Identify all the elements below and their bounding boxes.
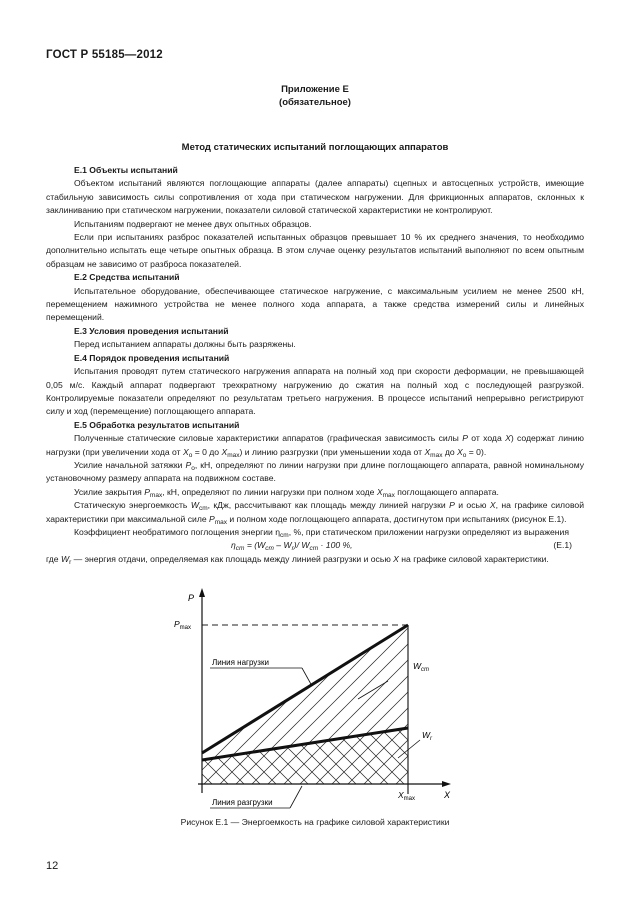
x-axis-arrow (442, 781, 451, 787)
e1-paragraph-3: Если при испытаниях разброс показателей испытанных образцов превышает 10 % их среднего значения, то необходимо дополнительно испытать еще четыре опытных образца. В этом случае оценку результатов испытаний выполняют по всем опытным образцам не зависимо от разброса показателей. (46, 232, 584, 269)
document-header: ГОСТ Р 55185—2012 (46, 49, 163, 61)
e4-paragraph-1: Испытания проводят путем статического нагружения аппарата на полный ход при скорости деформации, не превышающей 0,05 м/с. Каждый аппарат подвергают трехкратному нагружению до сжатия на полный ход с последующей разгрузкой. Контролируемые показатели определяют по результатам третьего нагружения. В процессе испытаний непрерывно регистрируют силу и ход (перемещение) поглощающего аппарата. (46, 366, 584, 417)
wr-label: $W_r$ (422, 730, 433, 742)
load-leader (302, 668, 312, 686)
unload-line-label: Линия разгрузки (212, 798, 273, 807)
e1-heading: Е.1 Объекты испытаний (74, 165, 178, 175)
x-axis-label: X (444, 790, 451, 800)
e5-heading: Е.5 Обработка результатов испытаний (74, 419, 240, 430)
formula-expression: $\eta_{cm} = (W_{cm} - W_r)/$ $W_{cm} \cdot 100$ %, (231, 540, 353, 553)
appendix-status: (обязательное) (279, 97, 351, 108)
unload-leader (290, 786, 302, 808)
figure-caption: Рисунок Е.1 — Энергоемкость на графике силовой характеристики (180, 817, 450, 827)
body-text (46, 164, 584, 567)
e2-heading: Е.2 Средства испытаний (74, 272, 180, 283)
xmax-label: $X_{max}$ (398, 790, 416, 802)
pmax-label: $P_{max}$ (174, 619, 192, 631)
page-number: 12 (46, 860, 59, 872)
wcm-label: $W_{cm}$ (413, 661, 430, 673)
e3-paragraph-1: Перед испытанием аппараты должны быть разряжены. (74, 339, 296, 350)
e5-paragraph-2: Усилие начальной затяжки $P_о$, кН, определяют по линии нагрузки при длине поглощающего аппарата, равной номинальному установочному размеру аппарата на подвижном составе. (46, 459, 584, 484)
e3-heading: Е.3 Условия проведения испытаний (74, 325, 229, 336)
e5-paragraph-4: Статическую энергоемкость $W_{cm}$, кДж, рассчитывают как площадь между линией нагрузки P и осью X, на графике силовой характеристики при максимальной силе $P_{max}$ и полном ходе поглощающего аппарата, достигнутом при испытаниях (рисунок Е.1). (46, 500, 584, 526)
e5-paragraph-3: Усилие закрытия $P_{max}$, кН, определяют по линии нагрузки при полном ходе $X_{max}$ поглощающего аппарата. (74, 486, 499, 499)
load-line-label: Линия нагрузки (212, 658, 269, 667)
e5-paragraph-1: Полученные статические силовые характеристики аппаратов (графическая зависимость силы P от хода X) содержат линию нагрузки (при увеличении хода от $X_о = 0$ до $X_{max}$) и линию разгрузки (при уменьшении хода от $X_{max}$ до $X_о = 0$). (46, 433, 584, 459)
section-title: Метод статических испытаний поглощающих аппаратов (181, 142, 449, 153)
e5-paragraph-5: Коэффициент необратимого поглощения энергии $\eta_{cm}$, %, при статическом приложении нагрузки определяют из выражения (74, 526, 569, 539)
e4-heading: Е.4 Порядок проведения испытаний (74, 352, 230, 363)
p-axis-arrow (199, 588, 205, 597)
energy-diagram (160, 588, 460, 810)
p-axis-label: P (188, 593, 195, 603)
formula-e1 (46, 539, 584, 553)
e1-paragraph-2: Испытаниям подвергают не менее двух опытных образцов. (74, 218, 312, 229)
appendix-title: Приложение Е (281, 84, 349, 95)
formula-number: (Е.1) (553, 540, 572, 551)
e2-paragraph-1: Испытательное оборудование, обеспечивающее статическое нагружение, с максимальным усилием не менее 2500 кН, перемещением нажимного устройства не менее полного хода аппарата, а также средства измерений силы и линейных перемещений. (46, 285, 584, 323)
e1-paragraph-1: Объектом испытаний являются поглощающие аппараты (далее аппараты) сцепных и автосцепных устройств, имеющие стабильную зависимость силы сопротивления от хода при статическом нагружении. Для фрикционных аппаратов, склонных к заклиниванию при статическом нагружении, показатели силовой статической характеристики не контролируют. (46, 178, 584, 216)
e5-paragraph-6: где $W_r$ — энергия отдачи, определяемая как площадь между линией разгрузки и осью X на графике силовой характеристики. (46, 554, 549, 567)
